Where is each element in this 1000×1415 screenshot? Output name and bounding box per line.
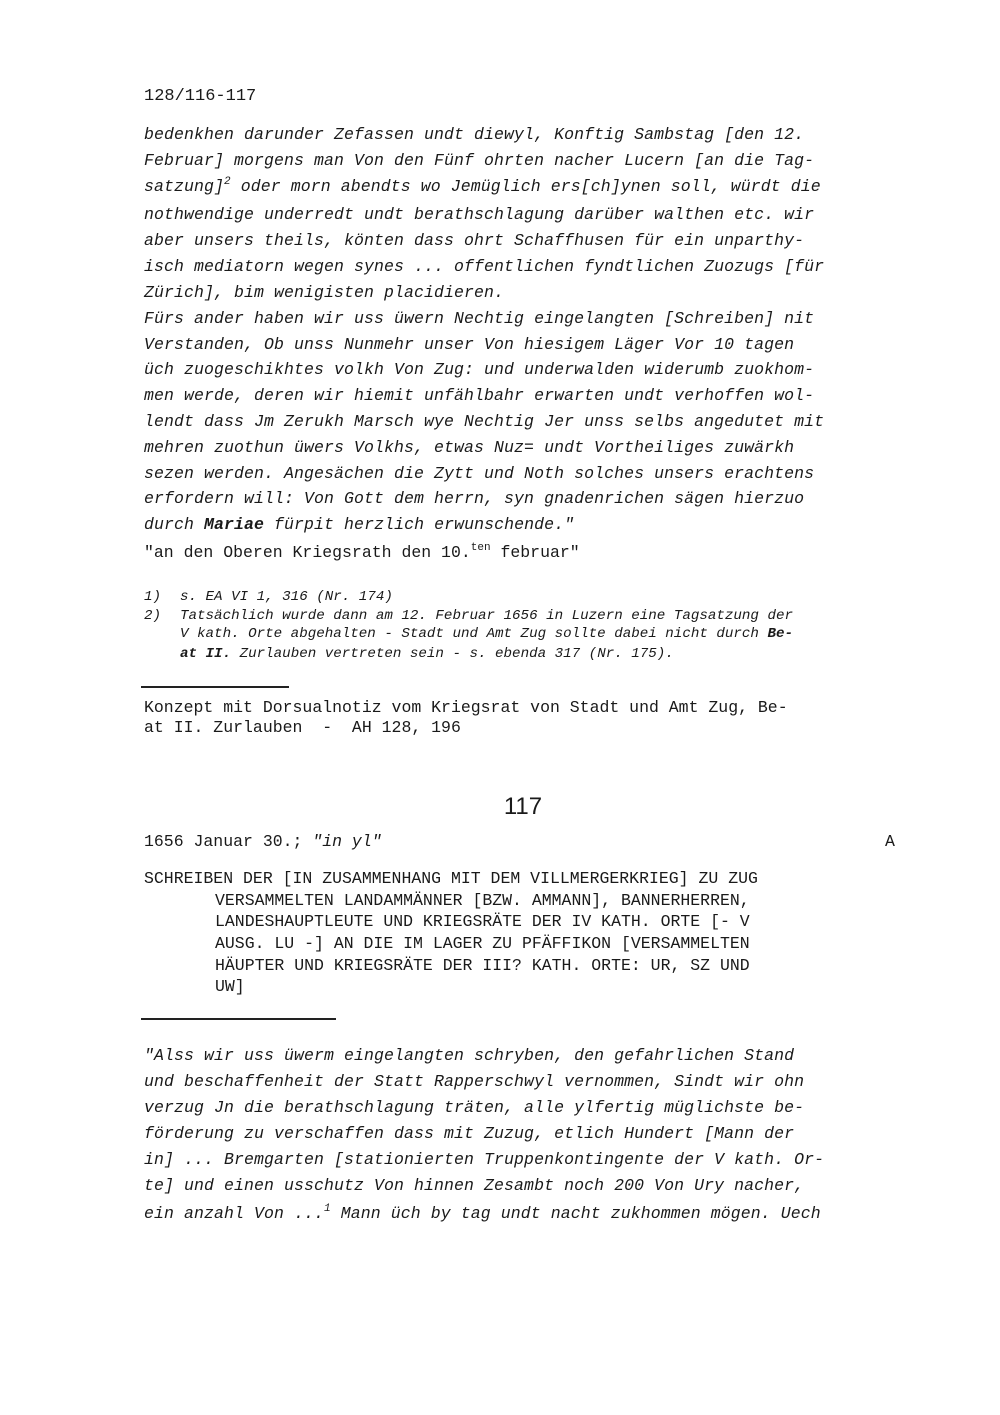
divider	[141, 686, 289, 688]
heading-line: LANDESHAUPTLEUTE UND KRIEGSRÄTE DER IV KATH. ORTE [- V	[215, 912, 750, 931]
document-number: 117	[503, 793, 543, 820]
text-line: lendt dass Jm Zerukh Marsch wye Nechtig Jer unss selbs angedutet mit	[144, 412, 825, 431]
footnote-ref: 1	[324, 1203, 331, 1215]
footnote: 2) Tatsächlich wurde dann am 12. Februar 1656 in Luzern eine Tagsatzung der	[144, 608, 793, 624]
address-line: "an den Oberen Kriegsrath den 10.$^{ten}$ februar"	[144, 542, 580, 562]
text-line: bedenkhen darunder Zefassen undt diewyl, Konftig Sambstag [den 12.	[144, 125, 805, 144]
text-line: "Alss wir uss üwerm eingelangten schryben, den gefahrlichen Stand	[144, 1046, 795, 1065]
text-line: Zürich], bim wenigisten placidieren.	[144, 283, 505, 302]
heading-line: VERSAMMELTEN LANDAMMÄNNER [BZW. AMMANN], BANNERHERREN,	[215, 891, 750, 910]
page-reference: 128/116-117	[144, 87, 257, 106]
text-line: sezen werden. Angesächen die Zytt und Noth solches unsers erachtens	[144, 464, 815, 483]
document-date: 1656 Januar 30.;	[144, 832, 313, 851]
text-line: in] ... Bremgarten [stationierten Truppenkontingente der V kath. Or-	[144, 1150, 825, 1169]
text-line: Februar] morgens man Von den Fünf ohrten nacher Lucern [an die Tag-	[144, 151, 815, 170]
text-line: Fürs ander haben wir uss üwern Nechtig eingelangten [Schreiben] nit	[144, 309, 815, 328]
text-line: üch zuogeschikhtes volkh Von Zug: und underwalden widerumb zuokhom-	[144, 360, 815, 379]
document-dateline	[144, 832, 382, 851]
footnote: 1) s. EA VI 1, 316 (Nr. 174)	[144, 589, 393, 605]
emphasis: Mariae	[204, 515, 265, 534]
heading-line: HÄUPTER UND KRIEGSRÄTE DER III? KATH. ORTE: UR, SZ UND	[215, 956, 750, 975]
text-line: isch mediatorn wegen synes ... offentlichen fyndtlichen Zuozugs [für	[144, 257, 825, 276]
text-line: mehren zuothun üwers Volkhs, etwas Nuz= undt Vortheiliges zuwärkh	[144, 438, 795, 457]
text-line: nothwendige underredt undt berathschlagung darüber walthen etc. wir	[144, 205, 815, 224]
text-line: durch Mariae fürpit herzlich erwunschende."	[144, 515, 575, 534]
heading-line: SCHREIBEN DER [IN ZUSAMMENHANG MIT DEM VILLMERGERKRIEG] ZU ZUG	[144, 869, 758, 888]
footnote-ref: 2	[224, 176, 231, 188]
text-line: verzug Jn die berathschlagung träten, alle ylfertig müglichste be-	[144, 1098, 805, 1117]
text-line: satzung]$^2$ oder morn abendts wo Jemüglich ers[ch]ynen soll, würdt die	[144, 176, 821, 196]
text-line: te] und einen usschutz Von hinnen Zesambt noch 200 Von Ury nacher,	[144, 1176, 805, 1195]
footnote-continuation: at II. Zurlauben vertreten sein - s. ebenda 317 (Nr. 175).	[180, 646, 674, 662]
text-line: erfordern will: Von Gott dem herrn, syn gnadenrichen sägen hierzuo	[144, 489, 805, 508]
text-line: Verstanden, Ob unss Nunmehr unser Von hiesigem Läger Vor 10 tagen	[144, 335, 795, 354]
heading-line: AUSG. LU -] AN DIE IM LAGER ZU PFÄFFIKON [VERSAMMELTEN	[215, 934, 750, 953]
document-marker: A	[885, 832, 895, 851]
footnote-continuation: V kath. Orte abgehalten - Stadt und Amt Zug sollte dabei nicht durch Be-	[180, 626, 794, 642]
heading-line: UW]	[215, 977, 245, 996]
source-line: Konzept mit Dorsualnotiz vom Kriegsrat von Stadt und Amt Zug, Be-	[144, 698, 788, 717]
divider	[141, 1018, 336, 1020]
document-place: "in yl"	[312, 832, 382, 851]
text-line: ein anzahl Von ...$^1$ Mann üch by tag undt nacht zukhommen mögen. Uech	[144, 1203, 821, 1223]
text-line: men werde, deren wir hiemit unfählbahr erwarten undt verhoffen wol-	[144, 386, 815, 405]
source-line: at II. Zurlauben - AH 128, 196	[144, 718, 461, 737]
text-line: und beschaffenheit der Statt Rapperschwyl vernommen, Sindt wir ohn	[144, 1072, 805, 1091]
text-line: aber unsers theils, könten dass ohrt Schaffhusen für ein unparthy-	[144, 231, 805, 250]
text-line: förderung zu verschaffen dass mit Zuzug, etlich Hundert [Mann der	[144, 1124, 795, 1143]
